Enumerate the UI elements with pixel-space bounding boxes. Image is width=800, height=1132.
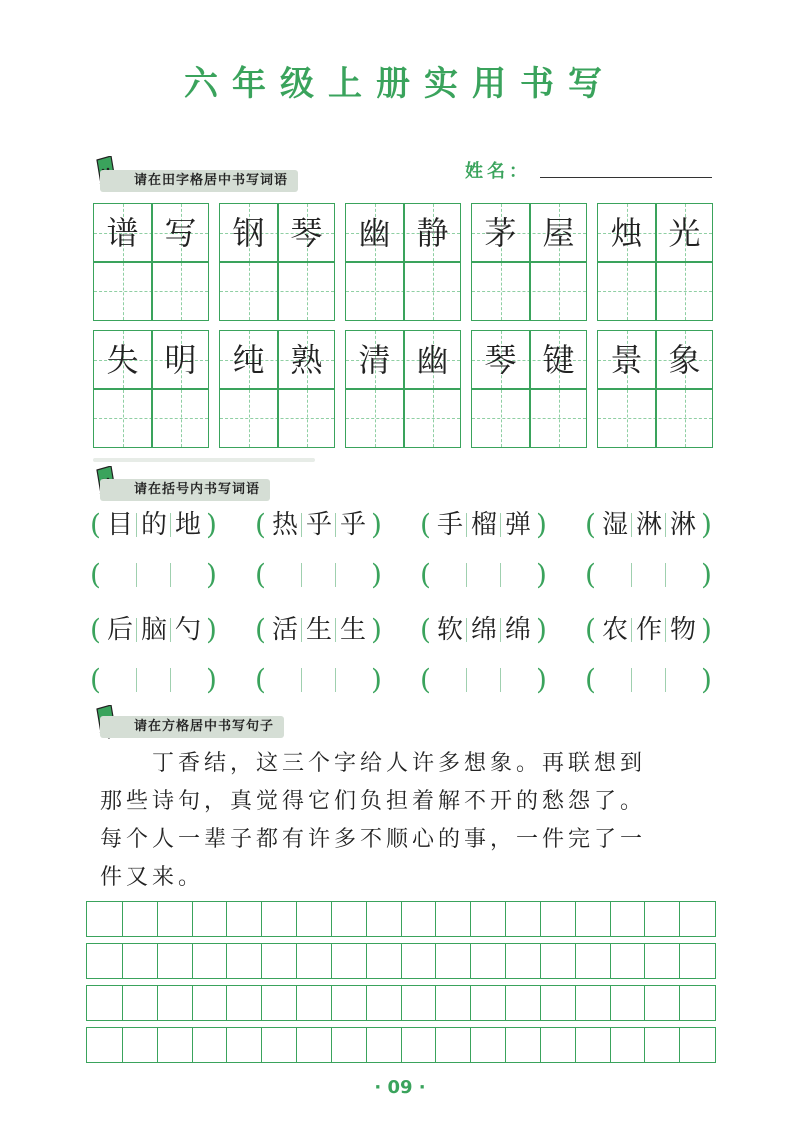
- grid-line: [226, 902, 227, 936]
- paren-open: (: [255, 613, 266, 646]
- grid-line: [435, 944, 436, 978]
- grid-line: [331, 902, 332, 936]
- paren-separator: [466, 513, 467, 537]
- grid-line: [644, 1028, 645, 1062]
- section-label-tianzige: 请在田字格居中书写词语: [100, 170, 298, 192]
- paren-separator: [335, 563, 336, 587]
- grid-line: [192, 902, 193, 936]
- tianzige-group[interactable]: [93, 203, 209, 321]
- paren-close: ): [536, 663, 547, 696]
- name-label: 姓名：: [465, 161, 531, 182]
- paren-separator: [301, 563, 302, 587]
- paren-blank[interactable]: [420, 557, 550, 593]
- grid-line: [505, 944, 506, 978]
- paren-separator: [500, 668, 501, 692]
- paren-close: ): [701, 508, 712, 541]
- word-char: 键: [542, 341, 575, 379]
- word-char: 勺: [174, 615, 201, 645]
- paren-open: (: [90, 508, 101, 541]
- passage-line: 每个人一辈子都有许多不顺心的事，一件完了一: [100, 827, 647, 852]
- word-char: 活: [271, 615, 298, 645]
- paren-open: (: [420, 613, 431, 646]
- paren-close: ): [536, 508, 547, 541]
- paren-separator: [335, 513, 336, 537]
- word-char: 绵: [470, 615, 497, 645]
- tianzige-group[interactable]: [93, 330, 209, 448]
- paren-close: ): [371, 663, 382, 696]
- word-char: 明: [164, 341, 197, 379]
- grid-line: [679, 1028, 680, 1062]
- grid-line: [122, 902, 123, 936]
- paren-separator: [466, 668, 467, 692]
- word-char: 农: [601, 615, 628, 645]
- grid-line: [296, 986, 297, 1020]
- paren-open: (: [90, 613, 101, 646]
- word-char: 谱: [106, 214, 139, 252]
- paren-open: (: [585, 663, 596, 696]
- paren-open: (: [90, 663, 101, 696]
- tianzige-group[interactable]: [471, 203, 587, 321]
- paren-close: ): [701, 558, 712, 591]
- paren-open: (: [255, 558, 266, 591]
- paren-separator: [136, 563, 137, 587]
- word-char: 琴: [484, 341, 517, 379]
- paren-blank[interactable]: [90, 662, 220, 698]
- grid-line: [435, 1028, 436, 1062]
- word-char: 钢: [232, 214, 265, 252]
- grid-line: [157, 944, 158, 978]
- paren-separator: [466, 563, 467, 587]
- paren-separator: [170, 513, 171, 537]
- grid-line: [644, 944, 645, 978]
- paren-word: [255, 507, 385, 543]
- word-char: 象: [668, 341, 701, 379]
- writing-grid-row[interactable]: [86, 943, 716, 979]
- paren-separator: [301, 668, 302, 692]
- word-char: 生: [305, 615, 332, 645]
- grid-line: [226, 986, 227, 1020]
- grid-line: [610, 902, 611, 936]
- word-char: 写: [164, 214, 197, 252]
- paren-separator: [301, 618, 302, 642]
- paren-separator: [301, 513, 302, 537]
- paren-separator: [335, 668, 336, 692]
- passage-line: 件又来。: [100, 865, 205, 890]
- grid-line: [296, 1028, 297, 1062]
- grid-line: [575, 944, 576, 978]
- paren-open: (: [255, 663, 266, 696]
- grid-line: [366, 944, 367, 978]
- grid-line: [470, 902, 471, 936]
- grid-line: [226, 1028, 227, 1062]
- tianzige-group[interactable]: [219, 203, 335, 321]
- word-char: 乎: [339, 510, 366, 540]
- paren-close: ): [701, 613, 712, 646]
- grid-line: [122, 944, 123, 978]
- tianzige-group[interactable]: [471, 330, 587, 448]
- grid-line: [505, 986, 506, 1020]
- page-number: · 09 ·: [374, 1077, 426, 1098]
- passage-line: 丁香结，这三个字给人许多想象。再联想到: [100, 751, 647, 776]
- grid-line: [401, 902, 402, 936]
- grid-line: [575, 1028, 576, 1062]
- grid-line: [366, 1028, 367, 1062]
- grid-line: [366, 902, 367, 936]
- paren-blank[interactable]: [420, 662, 550, 698]
- grid-line: [470, 986, 471, 1020]
- grid-line: [610, 944, 611, 978]
- grid-line: [122, 986, 123, 1020]
- section-label-parentheses: 请在括号内书写词语: [100, 479, 270, 501]
- word-char: 纯: [232, 341, 265, 379]
- writing-grid-row[interactable]: [86, 901, 716, 937]
- paren-separator: [136, 668, 137, 692]
- word-char: 后: [106, 615, 133, 645]
- paren-separator: [136, 618, 137, 642]
- tianzige-group[interactable]: [345, 203, 461, 321]
- paren-word: [420, 612, 550, 648]
- grid-line: [679, 944, 680, 978]
- paren-separator: [665, 513, 666, 537]
- word-char: 目: [106, 510, 133, 540]
- word-char: 绵: [504, 615, 531, 645]
- grid-line: [296, 944, 297, 978]
- word-char: 茅: [484, 214, 517, 252]
- grid-line: [610, 1028, 611, 1062]
- grid-line: [610, 986, 611, 1020]
- word-char: 弹: [504, 510, 531, 540]
- word-char: 手: [436, 510, 463, 540]
- paren-blank[interactable]: [255, 557, 385, 593]
- paren-separator: [500, 513, 501, 537]
- grid-line: [540, 1028, 541, 1062]
- paren-close: ): [701, 663, 712, 696]
- grid-line: [644, 902, 645, 936]
- grid-line: [157, 1028, 158, 1062]
- tianzige-group[interactable]: [345, 330, 461, 448]
- word-char: 清: [358, 341, 391, 379]
- grid-line: [226, 944, 227, 978]
- tianzige-group[interactable]: [597, 203, 713, 321]
- word-char: 热: [271, 510, 298, 540]
- word-char: 生: [339, 615, 366, 645]
- grid-line: [331, 986, 332, 1020]
- grid-line: [505, 902, 506, 936]
- paren-word: [585, 507, 715, 543]
- paren-open: (: [90, 558, 101, 591]
- grid-line: [401, 986, 402, 1020]
- paren-blank[interactable]: [585, 662, 715, 698]
- grid-line: [122, 1028, 123, 1062]
- grid-line: [505, 1028, 506, 1062]
- grid-line: [261, 1028, 262, 1062]
- paren-separator: [631, 668, 632, 692]
- grid-line: [192, 1028, 193, 1062]
- paren-close: ): [371, 508, 382, 541]
- paren-close: ): [206, 508, 217, 541]
- paren-separator: [170, 563, 171, 587]
- paren-separator: [500, 563, 501, 587]
- grid-line: [401, 944, 402, 978]
- grid-line: [192, 944, 193, 978]
- paren-word: [255, 612, 385, 648]
- paren-blank[interactable]: [585, 557, 715, 593]
- paren-word: [585, 612, 715, 648]
- paren-separator: [631, 618, 632, 642]
- writing-grid-row[interactable]: [86, 985, 716, 1021]
- name-area: [465, 157, 715, 181]
- paren-word: [90, 612, 220, 648]
- grid-line: [261, 902, 262, 936]
- paren-open: (: [420, 558, 431, 591]
- grid-line: [575, 902, 576, 936]
- grid-line: [401, 1028, 402, 1062]
- tianzige-group[interactable]: [219, 330, 335, 448]
- grid-line: [575, 986, 576, 1020]
- paren-word: [90, 507, 220, 543]
- grid-line: [679, 986, 680, 1020]
- word-char: 屋: [542, 214, 575, 252]
- paren-separator: [631, 563, 632, 587]
- paren-open: (: [585, 558, 596, 591]
- paren-separator: [665, 618, 666, 642]
- grid-line: [644, 986, 645, 1020]
- word-char: 光: [668, 214, 701, 252]
- word-char: 地: [174, 510, 201, 540]
- paren-separator: [335, 618, 336, 642]
- grid-line: [157, 986, 158, 1020]
- paren-word: [420, 507, 550, 543]
- word-char: 幽: [358, 214, 391, 252]
- paren-separator: [170, 618, 171, 642]
- word-char: 榴: [470, 510, 497, 540]
- paren-blank[interactable]: [255, 662, 385, 698]
- grid-line: [540, 986, 541, 1020]
- grid-line: [366, 986, 367, 1020]
- paren-separator: [665, 563, 666, 587]
- page-title: 六年级上册实用书写: [184, 64, 616, 104]
- grid-line: [261, 944, 262, 978]
- grid-line: [331, 1028, 332, 1062]
- paren-open: (: [255, 508, 266, 541]
- paren-separator: [136, 513, 137, 537]
- paren-separator: [170, 668, 171, 692]
- word-char: 的: [140, 510, 167, 540]
- word-char: 景: [610, 341, 643, 379]
- grid-line: [540, 902, 541, 936]
- grid-line: [435, 902, 436, 936]
- passage-line: 那些诗句，真觉得它们负担着解不开的愁怨了。: [100, 789, 647, 814]
- grid-line: [540, 944, 541, 978]
- grid-line: [470, 1028, 471, 1062]
- grid-line: [331, 944, 332, 978]
- grid-line: [435, 986, 436, 1020]
- word-char: 失: [106, 341, 139, 379]
- word-char: 琴: [290, 214, 323, 252]
- section-label-sentence: 请在方格居中书写句子: [100, 716, 284, 738]
- paren-close: ): [371, 558, 382, 591]
- paren-close: ): [206, 558, 217, 591]
- paren-close: ): [371, 613, 382, 646]
- word-char: 物: [669, 615, 696, 645]
- divider: [93, 458, 315, 462]
- writing-grid-row[interactable]: [86, 1027, 716, 1063]
- word-char: 软: [436, 615, 463, 645]
- paren-open: (: [585, 613, 596, 646]
- word-char: 淋: [669, 510, 696, 540]
- paren-separator: [631, 513, 632, 537]
- grid-line: [296, 902, 297, 936]
- word-char: 幽: [416, 341, 449, 379]
- paren-open: (: [420, 508, 431, 541]
- paren-separator: [466, 618, 467, 642]
- paren-separator: [500, 618, 501, 642]
- paren-close: ): [536, 558, 547, 591]
- grid-line: [470, 944, 471, 978]
- grid-line: [192, 986, 193, 1020]
- paren-blank[interactable]: [90, 557, 220, 593]
- name-input-line[interactable]: [540, 177, 712, 178]
- word-char: 作: [635, 615, 662, 645]
- passage: [100, 745, 720, 897]
- word-char: 脑: [140, 615, 167, 645]
- word-char: 淋: [635, 510, 662, 540]
- word-char: 湿: [601, 510, 628, 540]
- grid-line: [261, 986, 262, 1020]
- word-char: 乎: [305, 510, 332, 540]
- paren-open: (: [585, 508, 596, 541]
- word-char: 烛: [610, 214, 643, 252]
- word-char: 静: [416, 214, 449, 252]
- grid-line: [157, 902, 158, 936]
- word-char: 熟: [290, 341, 323, 379]
- paren-close: ): [536, 613, 547, 646]
- paren-close: ): [206, 613, 217, 646]
- paren-close: ): [206, 663, 217, 696]
- paren-separator: [665, 668, 666, 692]
- tianzige-group[interactable]: [597, 330, 713, 448]
- grid-line: [679, 902, 680, 936]
- paren-open: (: [420, 663, 431, 696]
